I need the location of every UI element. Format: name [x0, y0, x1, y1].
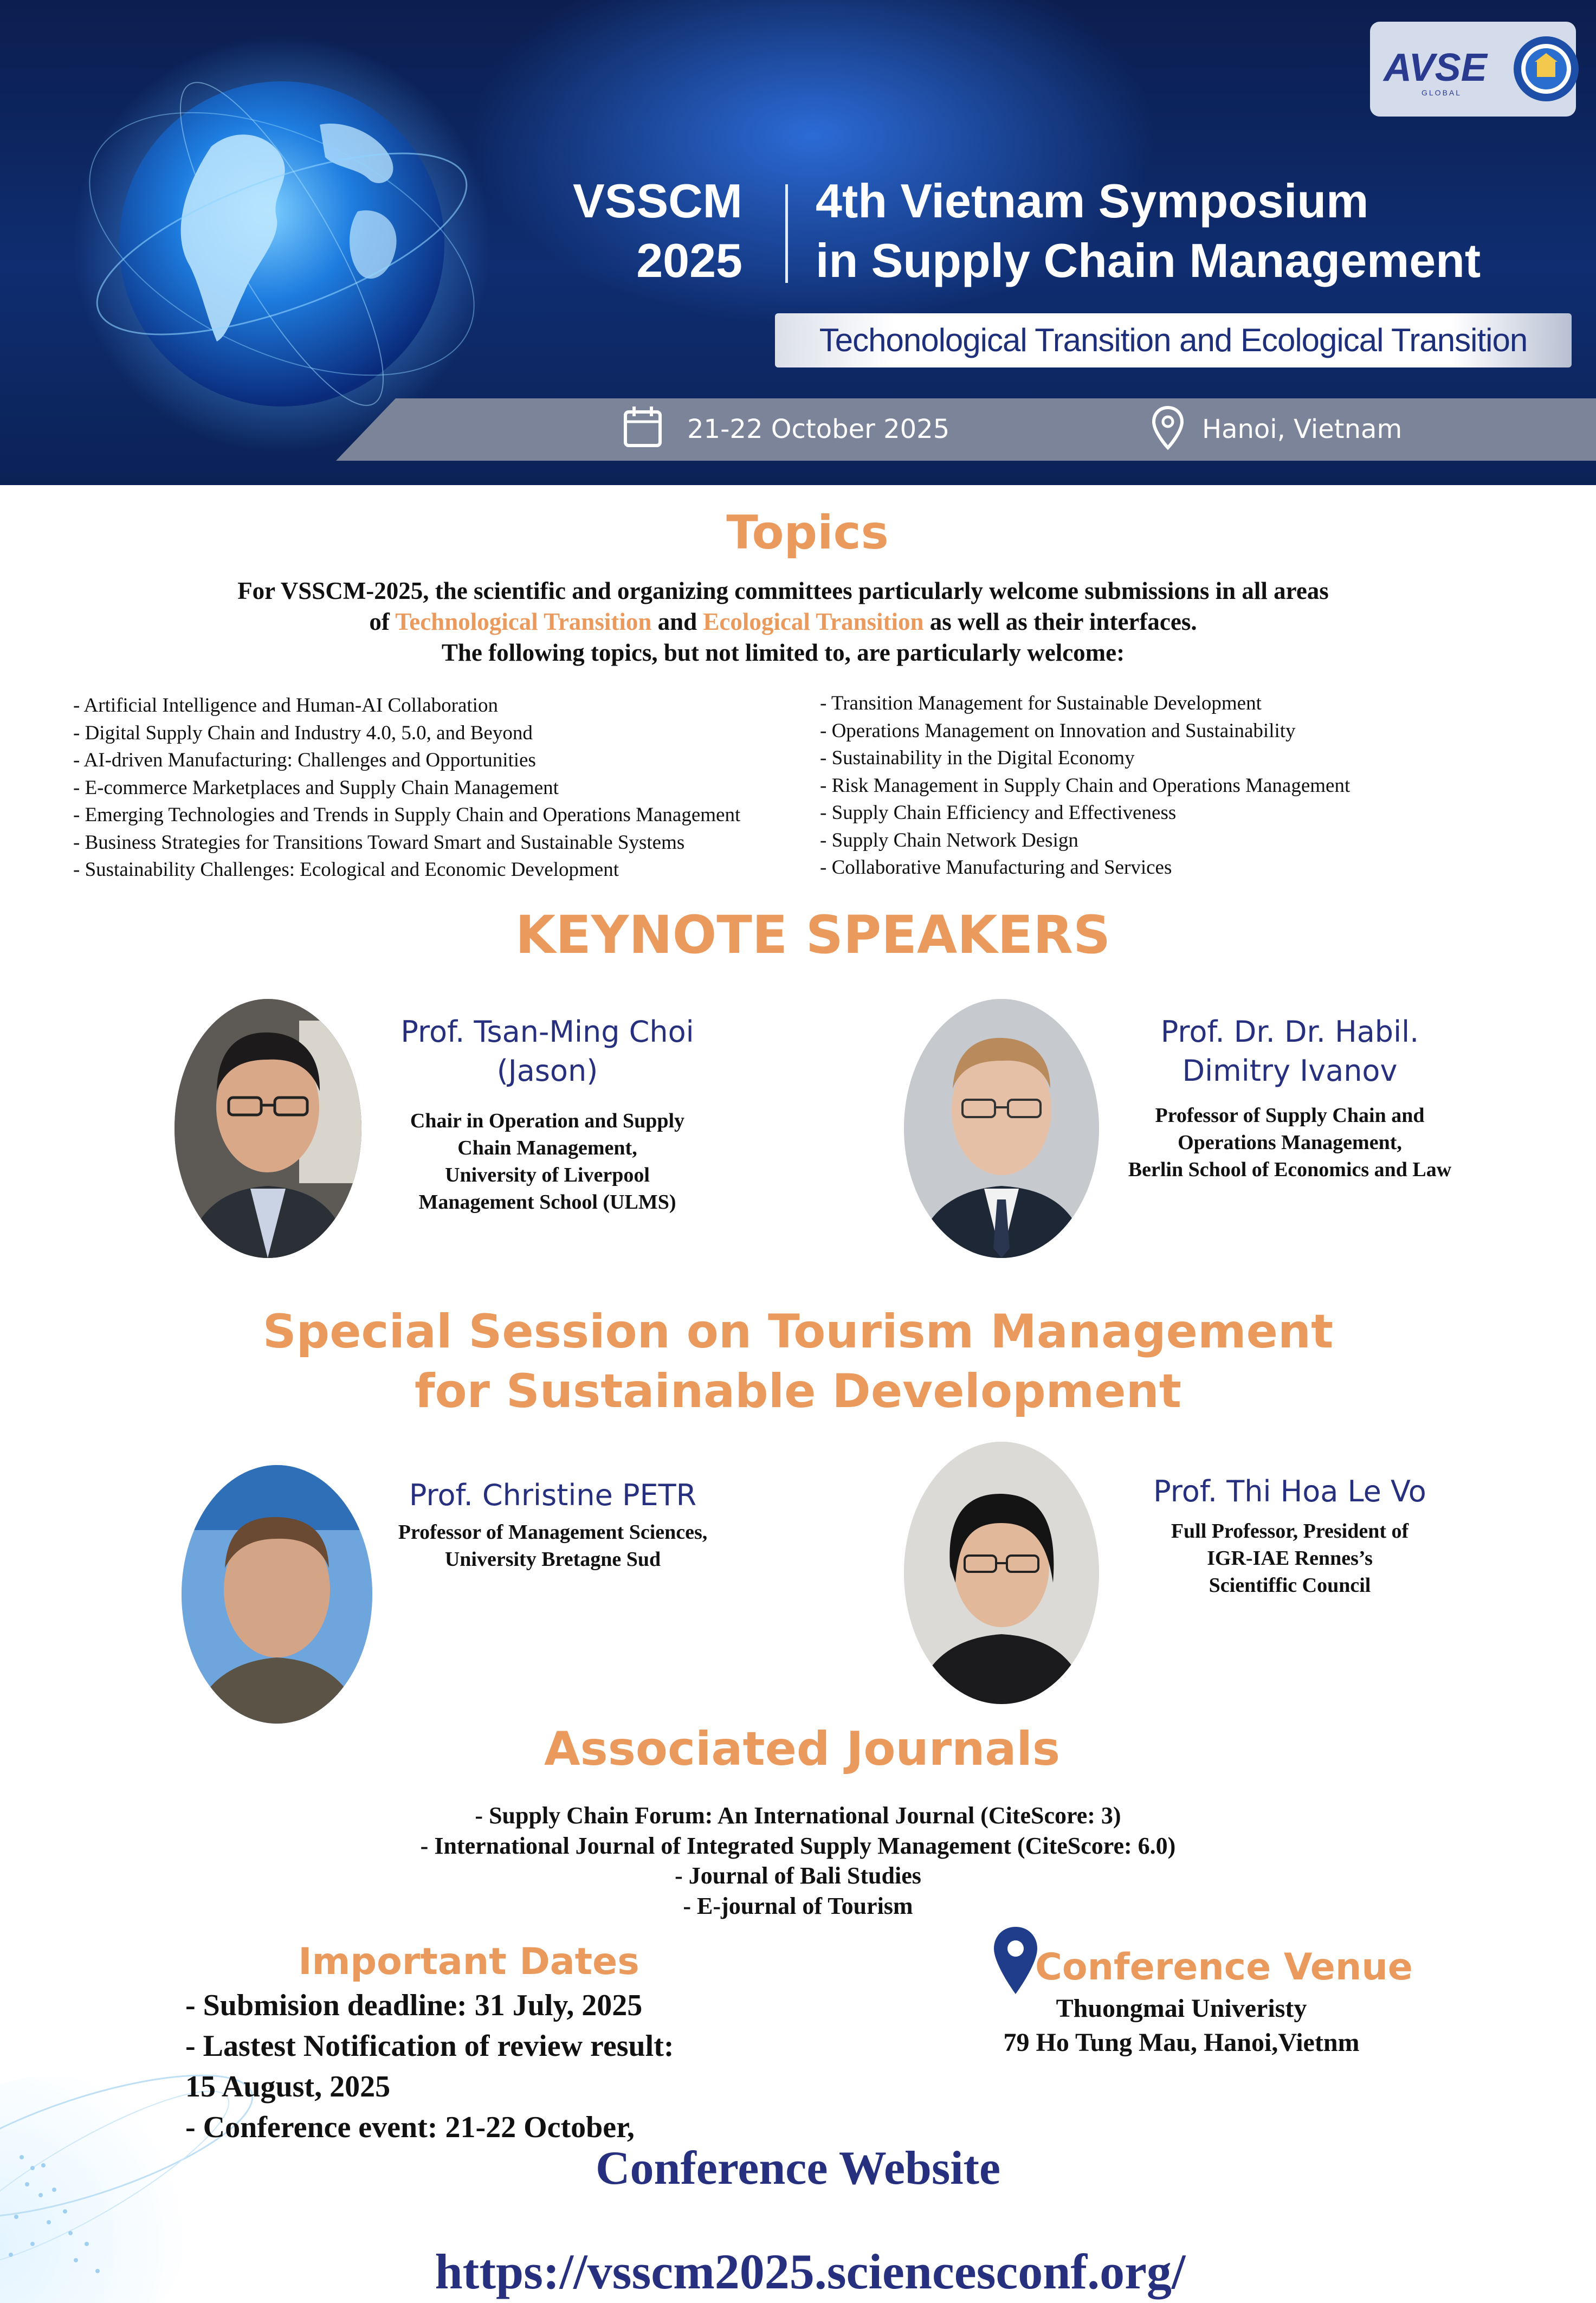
location-pin-icon: [1152, 405, 1184, 451]
website-url[interactable]: https://vsscm2025.sciencesconf.org/: [435, 2244, 1186, 2299]
speaker-aff-choi-3: University of Liverpool: [445, 1164, 650, 1186]
conf-year: 2025: [636, 234, 742, 287]
conf-title-line2: in Supply Chain Management: [816, 234, 1481, 287]
calendar-icon: [623, 405, 662, 449]
info-bar: [336, 398, 1596, 461]
topics-intro-line1: For VSSCM-2025, the scientific and organizing committees particularly welcome submissions in all areas: [237, 577, 1329, 604]
dates-heading: Important Dates: [298, 1940, 639, 1983]
special-heading-line2: for Sustainable Development: [415, 1364, 1181, 1418]
event-date: 21-22 October 2025: [687, 414, 950, 444]
intro-prefix: of: [369, 608, 390, 635]
conf-title-line1: 4th Vietnam Symposium: [816, 174, 1369, 228]
globe-icon: [65, 33, 499, 455]
list-item: - Transition Management for Sustainable Development: [820, 692, 1262, 714]
speaker-aff-ivanov-1: Professor of Supply Chain and: [1155, 1104, 1425, 1127]
list-item: - Collaborative Manufacturing and Services: [820, 856, 1172, 879]
list-item: - Submision deadline: 31 July, 2025: [185, 1989, 643, 2022]
portrait-image: [182, 1465, 372, 1724]
speaker-name-levo: Prof. Thi Hoa Le Vo: [1153, 1474, 1426, 1508]
portrait-image: [904, 999, 1099, 1258]
topics-list-left: [73, 692, 740, 884]
speaker-aff-petr-1: Professor of Management Sciences,: [398, 1521, 708, 1544]
intro-suffix: as well as their interfaces.: [929, 608, 1197, 635]
title-divider: [785, 184, 788, 283]
list-item: - Digital Supply Chain and Industry 4.0, 5.0, and Beyond: [73, 721, 533, 744]
highlight-ecological: Ecological Transition: [703, 608, 924, 635]
speaker-aff-petr-2: University Bretagne Sud: [444, 1548, 661, 1571]
speaker-aff-choi-4: Management School (ULMS): [418, 1191, 676, 1214]
speaker-photo-petr: [182, 1465, 372, 1724]
venue-pin-icon: [992, 1926, 1039, 1995]
venue-name: Thuongmai Univeristy: [1056, 1994, 1307, 2023]
speaker-aff-levo-1: Full Professor, President of: [1171, 1520, 1409, 1543]
theme-text: Techonological Transition and Ecological Transition: [819, 322, 1528, 358]
topics-heading: Topics: [726, 506, 889, 560]
website-label: Conference Website: [595, 2142, 1001, 2195]
list-item: - Artificial Intelligence and Human-AI Collaboration: [73, 694, 498, 717]
speaker-photo-levo: [904, 1442, 1099, 1704]
list-item: - E-commerce Marketplaces and Supply Chain Management: [73, 776, 559, 799]
list-item: - AI-driven Manufacturing: Challenges and Opportunities: [73, 749, 536, 771]
journals-list: [0, 1801, 1596, 1921]
list-item: - Emerging Technologies and Trends in Supply Chain and Operations Management: [73, 804, 741, 826]
special-heading-line1: Special Session on Tourism Management: [262, 1305, 1334, 1359]
logo-subtext: GLOBAL: [1421, 88, 1462, 97]
speaker-aff-choi-1: Chair in Operation and Supply: [410, 1109, 685, 1132]
list-item: - Lastest Notification of review result:: [185, 2029, 674, 2063]
event-location: Hanoi, Vietnam: [1202, 414, 1403, 444]
portrait-image: [175, 999, 361, 1258]
speaker-aff-ivanov-2: Operations Management,: [1178, 1131, 1402, 1154]
keynote-heading: KEYNOTE SPEAKERS: [515, 905, 1111, 965]
header-banner: [0, 0, 1596, 485]
topics-intro-line2: [0, 607, 1566, 637]
list-item: - Operations Management on Innovation and Sustainability: [820, 719, 1296, 742]
portrait-image: [904, 1442, 1099, 1704]
list-item: - Conference event: 21-22 October,: [185, 2111, 635, 2144]
university-seal-icon: [1511, 34, 1581, 104]
speaker-photo-ivanov: [904, 999, 1099, 1258]
list-item: - Supply Chain Efficiency and Effectiveness: [820, 802, 1177, 824]
venue-heading: Conference Venue: [1035, 1946, 1413, 1989]
topics-intro-line3: The following topics, but not limited to, are particularly welcome:: [441, 639, 1125, 666]
speaker-aff-levo-3: Scientiffic Council: [1209, 1574, 1371, 1597]
list-item: - Sustainability Challenges: Ecological and Economic Development: [73, 859, 619, 881]
conf-acronym: VSSCM: [573, 174, 742, 228]
list-item: - E-journal of Tourism: [683, 1892, 913, 1919]
list-item: - International Journal of Integrated Supply Management (CiteScore: 6.0): [420, 1832, 1176, 1859]
list-item: 15 August, 2025: [185, 2070, 391, 2104]
logo-panel: [1370, 22, 1576, 117]
speaker-name-choi-line2: (Jason): [496, 1054, 598, 1088]
speaker-name-petr: Prof. Christine PETR: [409, 1478, 697, 1512]
topics-list-right: [820, 690, 1350, 882]
logo-text: AVSE: [1384, 46, 1487, 89]
speaker-name-choi-line1: Prof. Tsan-Ming Choi: [400, 1015, 694, 1049]
venue-address: 79 Ho Tung Mau, Hanoi,Vietnm: [1003, 2028, 1360, 2057]
dates-list: [185, 1985, 674, 2148]
intro-mid: and: [657, 608, 697, 635]
speaker-aff-levo-2: IGR-IAE Rennes’s: [1207, 1547, 1373, 1570]
speaker-name-ivanov-line1: Prof. Dr. Dr. Habil.: [1160, 1015, 1419, 1049]
speaker-photo-choi: [175, 999, 361, 1258]
list-item: - Journal of Bali Studies: [675, 1862, 921, 1889]
list-item: - Sustainability in the Digital Economy: [820, 747, 1135, 769]
list-item: - Business Strategies for Transitions Toward Smart and Sustainable Systems: [73, 831, 685, 854]
list-item: - Supply Chain Network Design: [820, 829, 1078, 851]
speaker-name-ivanov-line2: Dimitry Ivanov: [1182, 1054, 1398, 1088]
list-item: - Risk Management in Supply Chain and Operations Management: [820, 774, 1351, 797]
speaker-aff-ivanov-3: Berlin School of Economics and Law: [1128, 1158, 1452, 1181]
highlight-technological: Technological Transition: [395, 608, 652, 635]
avse-logo: [1384, 46, 1497, 95]
speaker-aff-choi-2: Chain Management,: [457, 1137, 637, 1159]
list-item: - Supply Chain Forum: An International Journal (CiteScore: 3): [475, 1802, 1121, 1829]
journals-heading: Associated Journals: [544, 1722, 1061, 1776]
